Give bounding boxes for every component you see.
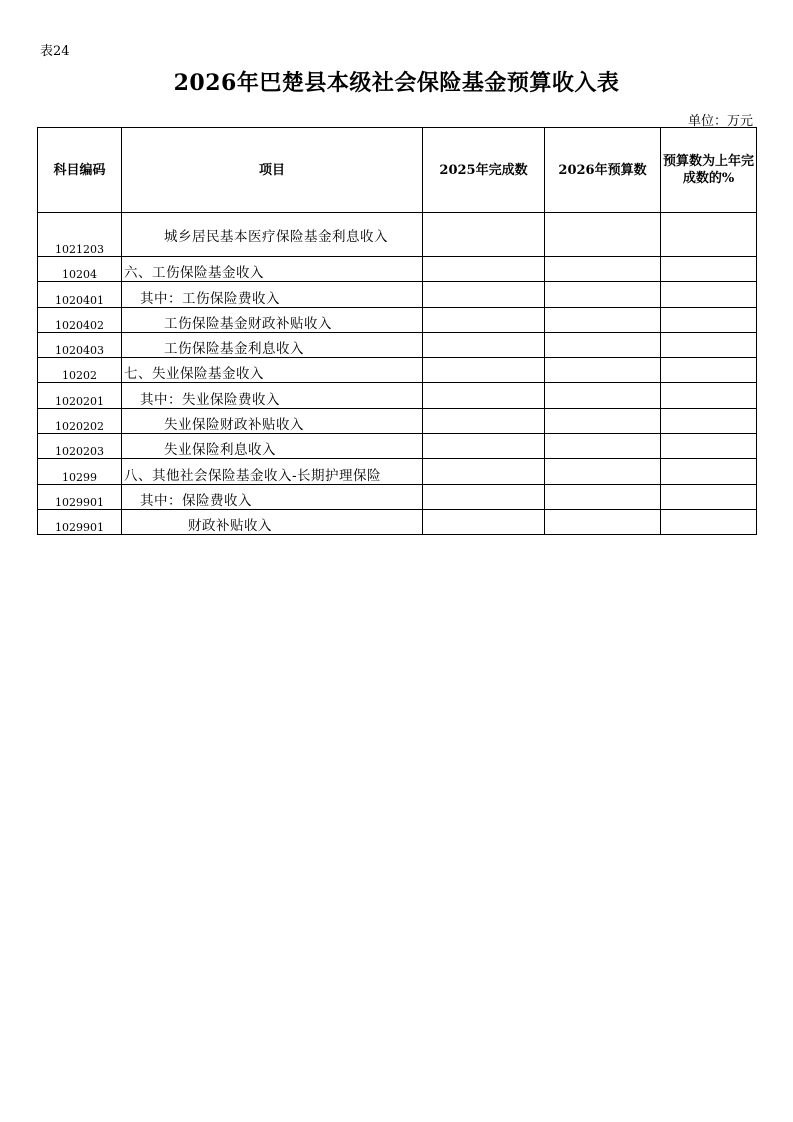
budget-2026-cell — [545, 307, 661, 332]
item-name: 六、工伤保险基金收入 — [122, 257, 423, 282]
table-row — [38, 434, 757, 459]
subject-code: 10202 — [38, 358, 122, 383]
item-name: 其中：失业保险费收入 — [122, 383, 423, 408]
completed-2025-cell — [423, 408, 545, 433]
table-row — [38, 257, 757, 282]
completed-2025-cell — [423, 459, 545, 484]
subject-code: 1020202 — [38, 408, 122, 433]
header-code: 科目编码 — [38, 128, 122, 213]
completed-2025-cell — [423, 213, 545, 257]
item-name: 八、其他社会保险基金收入-长期护理保险 — [122, 459, 423, 484]
budget-2026-cell — [545, 408, 661, 433]
item-name: 失业保险财政补贴收入 — [122, 408, 423, 433]
subject-code: 1020203 — [38, 434, 122, 459]
item-name: 七、失业保险基金收入 — [122, 358, 423, 383]
subject-code: 10299 — [38, 459, 122, 484]
subject-code: 1029901 — [38, 484, 122, 509]
budget-2026-cell — [545, 484, 661, 509]
budget-2026-cell — [545, 434, 661, 459]
completed-2025-cell — [423, 434, 545, 459]
completed-2025-cell — [423, 358, 545, 383]
item-name: 工伤保险基金财政补贴收入 — [122, 307, 423, 332]
completed-2025-cell — [423, 257, 545, 282]
budget-2026-cell — [545, 213, 661, 257]
table-row — [38, 509, 757, 534]
item-name: 财政补贴收入 — [122, 509, 423, 534]
ratio-cell — [661, 257, 757, 282]
item-name: 城乡居民基本医疗保险基金利息收入 — [122, 213, 423, 257]
budget-revenue-table — [37, 127, 757, 535]
budget-2026-cell — [545, 383, 661, 408]
completed-2025-cell — [423, 383, 545, 408]
ratio-cell — [661, 484, 757, 509]
item-name: 其中：工伤保险费收入 — [122, 282, 423, 307]
table-row — [38, 484, 757, 509]
completed-2025-cell — [423, 307, 545, 332]
completed-2025-cell — [423, 484, 545, 509]
budget-2026-cell — [545, 282, 661, 307]
header-budget-2026: 2026年预算数 — [545, 128, 661, 213]
item-name: 工伤保险基金利息收入 — [122, 332, 423, 357]
subject-code: 1021203 — [38, 213, 122, 257]
table-row — [38, 307, 757, 332]
subject-code: 1020201 — [38, 383, 122, 408]
ratio-cell — [661, 434, 757, 459]
table-row — [38, 358, 757, 383]
ratio-cell — [661, 332, 757, 357]
table-row — [38, 213, 757, 257]
completed-2025-cell — [423, 509, 545, 534]
header-ratio: 预算数为上年完成数的% — [661, 128, 757, 213]
header-completed-2025: 2025年完成数 — [423, 128, 545, 213]
ratio-cell — [661, 408, 757, 433]
completed-2025-cell — [423, 332, 545, 357]
table-row — [38, 459, 757, 484]
subject-code: 1020403 — [38, 332, 122, 357]
header-row — [38, 128, 757, 213]
subject-code: 10204 — [38, 257, 122, 282]
budget-2026-cell — [545, 459, 661, 484]
table-row — [38, 332, 757, 357]
budget-2026-cell — [545, 509, 661, 534]
subject-code: 1020402 — [38, 307, 122, 332]
item-name: 失业保险利息收入 — [122, 434, 423, 459]
header-item: 项目 — [122, 128, 423, 213]
table-row — [38, 282, 757, 307]
budget-2026-cell — [545, 332, 661, 357]
budget-2026-cell — [545, 257, 661, 282]
item-name: 其中：保险费收入 — [122, 484, 423, 509]
subject-code: 1029901 — [38, 509, 122, 534]
budget-2026-cell — [545, 358, 661, 383]
ratio-cell — [661, 459, 757, 484]
table-row — [38, 408, 757, 433]
unit-label: 单位：万元 — [687, 114, 753, 129]
ratio-cell — [661, 282, 757, 307]
subject-code: 1020401 — [38, 282, 122, 307]
page-title: 2026年巴楚县本级社会保险基金预算收入表 — [173, 70, 620, 96]
ratio-cell — [661, 213, 757, 257]
table-row — [38, 383, 757, 408]
ratio-cell — [661, 383, 757, 408]
table-number: 表24 — [40, 44, 70, 59]
ratio-cell — [661, 509, 757, 534]
ratio-cell — [661, 307, 757, 332]
completed-2025-cell — [423, 282, 545, 307]
ratio-cell — [661, 358, 757, 383]
